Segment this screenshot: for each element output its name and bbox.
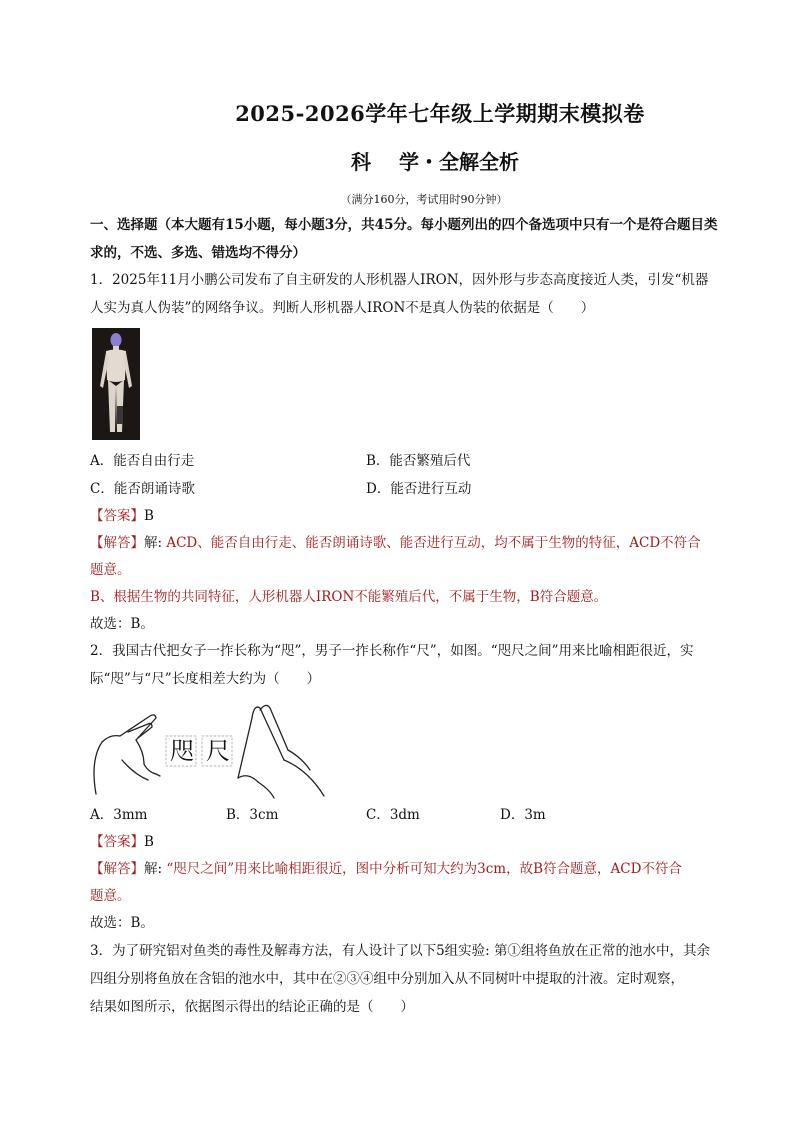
q3-stem-line3: 结果如图所示，依据图示得出的结论正确的是（ ）	[90, 999, 414, 1015]
q2-explain-line2: 题意。	[90, 888, 131, 904]
q1-choose: 故选：B。	[90, 616, 154, 632]
q1-option-a: A．能否自由行走	[90, 453, 195, 469]
q2-stem-line1: 2．我国古代把女子一拃长称为“咫”，男子一拃长称作“尺”，如图。“咫尺之间”用来比喻相距很近，实	[90, 643, 694, 659]
q2-choose: 故选：B。	[90, 915, 154, 931]
hands-span-figure	[88, 700, 333, 800]
q2-option-d: D．3m	[500, 807, 546, 823]
q3-stem-line1: 3．为了研究铝对鱼类的毒性及解毒方法，有人设计了以下5组实验: 第①组将鱼放在正常的池水中，其余	[90, 943, 711, 959]
page-subtitle	[0, 146, 794, 175]
q1-explain-line3: B、根据生物的共同特征，人形机器人IRON不能繁殖后代，不属于生物，B符合题意。	[90, 589, 608, 605]
q1-answer-label: 【答案】	[90, 508, 144, 524]
q1-explain-label: 【解答】	[90, 535, 144, 551]
q1-explain-line1	[90, 533, 701, 553]
q2-explain-label: 【解答】	[90, 861, 144, 877]
page-title: 2025-2026学年七年级上学期期末模拟卷	[235, 101, 645, 126]
q2-stem-line2: 际“咫”与“尺”长度相差大约为（ ）	[90, 671, 321, 687]
subtitle-subject: 科	[351, 150, 371, 174]
exam-meta: （满分160分，考试用时90分钟）	[340, 193, 508, 206]
q1-answer-value: B	[144, 508, 154, 524]
subtitle-rest: 学・全解全析	[399, 150, 519, 174]
q2-option-b: B．3cm	[226, 807, 279, 823]
robot-figure-image	[92, 328, 140, 440]
section-header-line1: 一、选择题（本大题有15小题，每小题3分，共45分。每小题列出的四个备选项中只有一个是符合题目类	[90, 217, 718, 233]
q1-answer	[90, 506, 154, 526]
q1-stem-line1: 1．2025年11月小鹏公司发布了自主研发的人形机器人IRON，因外形与步态高度接近人类，引发“机器	[90, 272, 709, 288]
q2-option-a: A．3mm	[90, 807, 148, 823]
section-header-line2: 求的，不选、多选、错选均不得分）	[90, 245, 306, 261]
q2-answer-value: B	[144, 834, 154, 850]
q1-option-c: C．能否朗诵诗歌	[90, 481, 195, 497]
figure-char-zhi: 咫	[170, 737, 194, 765]
q1-option-b: B．能否繁殖后代	[366, 453, 471, 469]
figure-char-chi: 尺	[206, 737, 230, 765]
q2-answer-label: 【答案】	[90, 834, 144, 850]
q1-explain-prefix: 解:	[144, 535, 167, 551]
q1-stem-line2: 人实为真人伪装”的网络争议。判断人形机器人IRON不是真人伪装的依据是（ ）	[90, 300, 595, 316]
q1-explain-text1: ACD、能否自由行走、能否朗诵诗歌、能否进行互动，均不属于生物的特征，ACD不符合	[166, 535, 701, 551]
q2-explain-prefix: 解:	[144, 861, 167, 877]
q1-option-d: D．能否进行互动	[366, 481, 472, 497]
q2-option-c: C．3dm	[366, 807, 420, 823]
q2-explain-line1	[90, 859, 682, 879]
q2-answer	[90, 832, 154, 852]
q3-stem-line2: 四组分别将鱼放在含铝的池水中，其中在②③④组中分别加入从不同树叶中提取的汁液。定时观察，	[90, 971, 684, 987]
q1-explain-line2: 题意。	[90, 562, 131, 578]
q2-explain-text1: “咫尺之间”用来比喻相距很近，图中分析可知大约为3cm，故B符合题意，ACD不符合	[166, 861, 682, 877]
